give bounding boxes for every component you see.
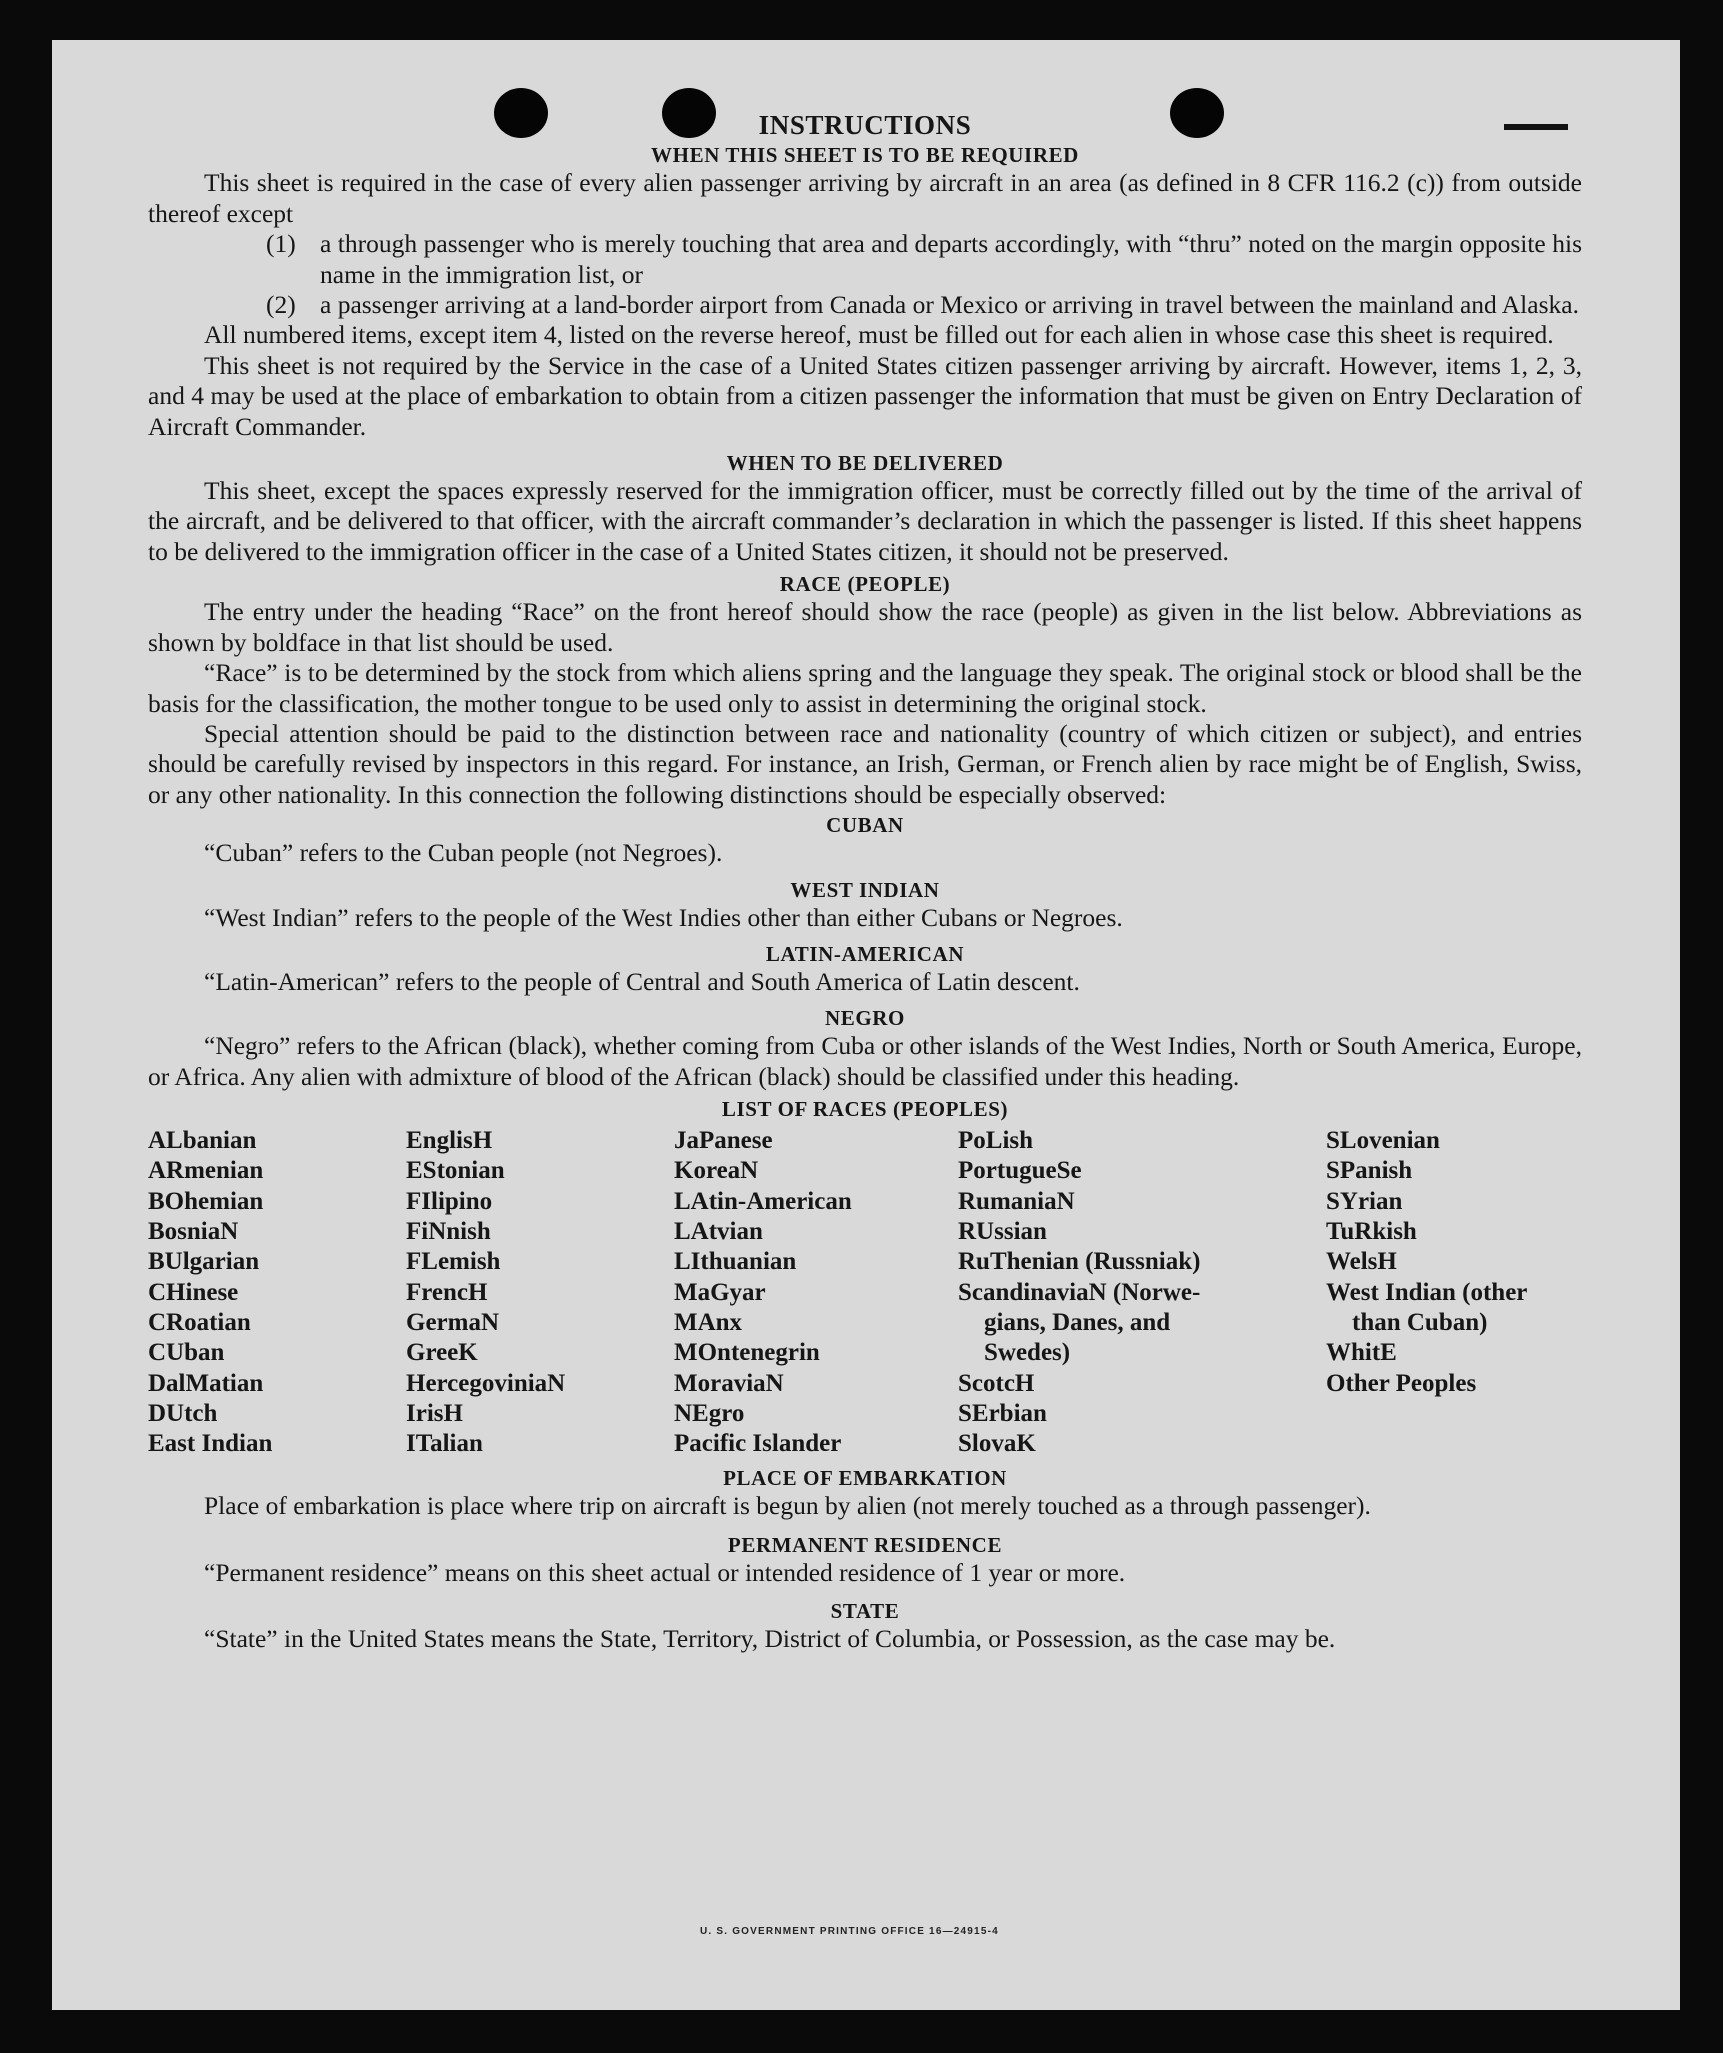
item-number: (1) bbox=[266, 229, 296, 259]
west-indian-text: “West Indian” refers to the people of the West Indies other than either Cubans or Negroes. bbox=[204, 902, 1123, 932]
section-heading-embarkation: PLACE OF EMBARKATION bbox=[723, 1466, 1007, 1491]
race-entry-continued: than Cuban) bbox=[1352, 1308, 1488, 1336]
race-entry: NEgro bbox=[674, 1399, 745, 1427]
printing-office-imprint: U. S. GOVERNMENT PRINTING OFFICE 16—24915-4 bbox=[700, 1926, 999, 1937]
race-entry: East Indian bbox=[148, 1430, 273, 1458]
race-entry: SLovenian bbox=[1326, 1127, 1440, 1155]
race-entry: IrisH bbox=[406, 1399, 463, 1427]
item-number: (2) bbox=[266, 290, 296, 320]
race-entry: CHinese bbox=[148, 1278, 239, 1306]
race-entry: GermaN bbox=[406, 1308, 500, 1336]
race-entry: BOhemian bbox=[148, 1187, 264, 1215]
race-entry: MAnx bbox=[674, 1308, 743, 1336]
section-heading-when-required: WHEN THIS SHEET IS TO BE REQUIRED bbox=[651, 143, 1079, 168]
exception-item bbox=[148, 290, 1582, 320]
section-heading-negro: NEGRO bbox=[824, 1006, 905, 1031]
race-entry: DalMatian bbox=[148, 1369, 264, 1397]
section-heading-state: STATE bbox=[830, 1599, 900, 1624]
race-entry: EStonian bbox=[406, 1157, 505, 1185]
race-entry: CUban bbox=[148, 1339, 225, 1367]
race-para: Special attention should be paid to the distinction between race and nationality (country of which citizen or subject), and entries should be carefully revised by inspectors in this regard. For instance, an Irish, German, or French alien by race might be of English, Swiss, or any other nationality. In this connection the following distinctions should be especially observed: bbox=[148, 718, 1582, 809]
section-heading-latin-american: LATIN-AMERICAN bbox=[765, 941, 965, 966]
race-entry: PortugueSe bbox=[958, 1157, 1082, 1185]
race-entry: ScotcH bbox=[958, 1369, 1035, 1397]
race-para: The entry under the heading “Race” on the front hereof should show the race (people) as given in the list below. Abbreviations as shown by boldface in that list should be used. bbox=[148, 597, 1582, 657]
race-entry: ALbanian bbox=[148, 1127, 257, 1155]
section-heading-residence: PERMANENT RESIDENCE bbox=[727, 1532, 1003, 1557]
latin-american-text: “Latin-American” refers to the people of Central and South America of Latin descent. bbox=[204, 966, 1080, 996]
when-delivered-text: This sheet, except the spaces expressly reserved for the immigration officer, must be correctly filled out by the time of the arrival of the aircraft, and be delivered to that officer, with the aircraft commander’s declaration in which the passenger is listed. If this sheet happens to be delivered to the immigration officer in the case of a United States citizen, it should not be preserved. bbox=[148, 476, 1582, 566]
race-entry: LAtin-American bbox=[674, 1187, 852, 1215]
race-entry: KoreaN bbox=[674, 1157, 759, 1185]
race-entry: SErbian bbox=[958, 1399, 1047, 1427]
race-entry: FLemish bbox=[406, 1248, 501, 1276]
race-column bbox=[148, 1126, 406, 1459]
item-text: a passenger arriving at a land-border airport from Canada or Mexico or arriving in travel between the mainland and Alaska. bbox=[320, 290, 1579, 320]
race-entry: SlovaK bbox=[958, 1430, 1036, 1458]
race-entry: BUlgarian bbox=[148, 1248, 260, 1276]
when-required-para: This sheet is not required by the Service in the case of a United States citizen passenger arriving by aircraft. However, items 1, 2, 3, and 4 may be used at the place of embarkation to obtain from a citizen passenger the information that must be given on Entry Declaration of Aircraft Commander. bbox=[148, 350, 1582, 441]
race-column bbox=[406, 1126, 674, 1459]
race-entry: RumaniaN bbox=[958, 1187, 1075, 1215]
when-required-para: All numbered items, except item 4, listed on the reverse hereof, must be filled out for each alien in whose case this sheet is required. bbox=[204, 320, 1554, 350]
page-title: INSTRUCTIONS bbox=[758, 110, 972, 140]
cuban-text: “Cuban” refers to the Cuban people (not Negroes). bbox=[204, 838, 723, 868]
instructions-body bbox=[148, 110, 1582, 1655]
race-entry: FiNnish bbox=[406, 1218, 491, 1246]
section-heading-west-indian: WEST INDIAN bbox=[790, 877, 940, 902]
race-entry: MoraviaN bbox=[674, 1369, 784, 1397]
race-entry: SPanish bbox=[1326, 1157, 1413, 1185]
race-entry: Pacific Islander bbox=[674, 1430, 842, 1458]
race-entry: JaPanese bbox=[674, 1127, 773, 1155]
race-entry: EnglisH bbox=[406, 1127, 493, 1155]
race-entry: PoLish bbox=[958, 1127, 1034, 1155]
section-heading-list-of-races: LIST OF RACES (PEOPLES) bbox=[721, 1097, 1009, 1122]
when-required-intro: This sheet is required in the case of every alien passenger arriving by aircraft in an area (as defined in 8 CFR 116.2 (c)) from outside thereof except bbox=[148, 168, 1582, 228]
race-entry: WelsH bbox=[1326, 1248, 1397, 1276]
race-list bbox=[148, 1126, 1582, 1459]
race-entry: ITalian bbox=[406, 1430, 483, 1458]
race-entry: ScandinaviaN (Norwe- bbox=[958, 1278, 1201, 1306]
race-column bbox=[674, 1126, 958, 1459]
embarkation-text: Place of embarkation is place where trip on aircraft is begun by alien (not merely touched as a through passenger). bbox=[204, 1491, 1371, 1521]
race-entry: FrencH bbox=[406, 1278, 488, 1306]
race-entry: TuRkish bbox=[1326, 1218, 1417, 1246]
race-entry-continued: Swedes) bbox=[984, 1339, 1071, 1367]
race-entry: ARmenian bbox=[148, 1157, 264, 1185]
race-entry: BosniaN bbox=[148, 1218, 239, 1246]
section-heading-race: RACE (PEOPLE) bbox=[779, 572, 951, 597]
document-page bbox=[52, 40, 1680, 2010]
race-entry: Other Peoples bbox=[1326, 1369, 1477, 1397]
negro-text: “Negro” refers to the African (black), whether coming from Cuba or other islands of the West Indies, North or South America, Europe, or Africa. Any alien with admixture of blood of the African (black) should be classified under this heading. bbox=[148, 1031, 1582, 1091]
race-entry: SYrian bbox=[1326, 1187, 1403, 1215]
race-entry: HercegoviniaN bbox=[406, 1369, 566, 1397]
race-entry: DUtch bbox=[148, 1399, 218, 1427]
race-entry: RuThenian (Russniak) bbox=[958, 1248, 1201, 1276]
race-entry: RUssian bbox=[958, 1218, 1047, 1246]
section-heading-cuban: CUBAN bbox=[826, 813, 904, 838]
race-column bbox=[1326, 1126, 1582, 1459]
section-heading-when-delivered: WHEN TO BE DELIVERED bbox=[726, 451, 1004, 476]
race-para: “Race” is to be determined by the stock from which aliens spring and the language they speak. The original stock or blood shall be the basis for the classification, the mother tongue to be used only to assist in determining the original stock. bbox=[148, 658, 1582, 718]
race-entry: MOntenegrin bbox=[674, 1339, 820, 1367]
race-entry: WhitE bbox=[1326, 1339, 1397, 1367]
race-entry: FIlipino bbox=[406, 1187, 493, 1215]
item-text: a through passenger who is merely touching that area and departs accordingly, with “thru” noted on the margin opposite his name in the immigration list, or bbox=[320, 229, 1582, 289]
race-entry-continued: gians, Danes, and bbox=[984, 1308, 1171, 1336]
race-entry: LIthuanian bbox=[674, 1248, 797, 1276]
race-entry: CRoatian bbox=[148, 1308, 251, 1336]
residence-text: “Permanent residence” means on this sheet actual or intended residence of 1 year or more. bbox=[204, 1557, 1126, 1587]
race-column bbox=[958, 1126, 1326, 1459]
exception-item bbox=[148, 229, 1582, 290]
race-entry: GreeK bbox=[406, 1339, 478, 1367]
state-text: “State” in the United States means the State, Territory, District of Columbia, or Possession, as the case may be. bbox=[204, 1624, 1336, 1654]
race-entry: MaGyar bbox=[674, 1278, 766, 1306]
race-entry: LAtvian bbox=[674, 1218, 763, 1246]
race-entry: West Indian (other bbox=[1326, 1278, 1528, 1306]
